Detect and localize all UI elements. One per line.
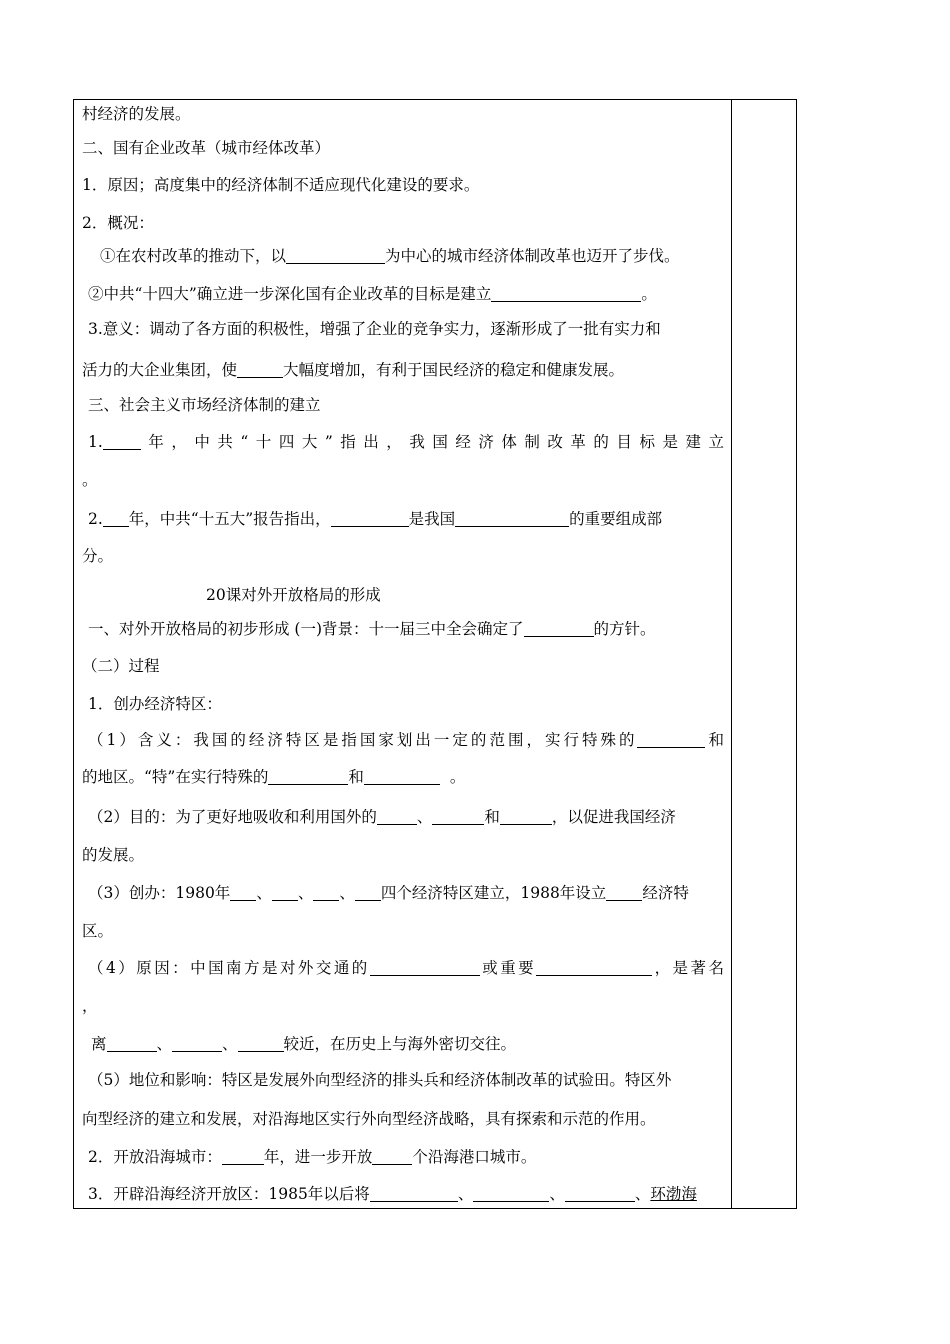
- line-purpose: （2）目的：为了更好地吸收和利用国外的 、 和 ，以促进我国经济: [88, 808, 676, 826]
- fill-blank[interactable]: [272, 884, 298, 901]
- line-cause-cont: 离 、 、 较近，在历史上与海外密切交往。: [91, 1035, 517, 1053]
- fill-blank[interactable]: [500, 808, 552, 825]
- line-overview: 2．概况：: [82, 214, 154, 232]
- line-market-1: 1. 年，中共“十四大”指出，我国经济体制改革的目标是建立: [88, 433, 724, 451]
- fill-blank[interactable]: [238, 1035, 284, 1052]
- fill-blank[interactable]: [355, 884, 381, 901]
- line-coastal-cities: 2．开放沿海城市： 年，进一步开放 个沿海港口城市。: [88, 1148, 537, 1166]
- line-market-1-end: 。: [82, 471, 98, 489]
- fill-blank[interactable]: [313, 884, 339, 901]
- line-process: （二）过程: [82, 657, 160, 675]
- line-meaning-cont: 的地区。“特”在实行特殊的 和 。: [82, 768, 466, 786]
- fill-blank[interactable]: [565, 1185, 635, 1202]
- fill-blank[interactable]: [377, 808, 417, 825]
- fill-blank[interactable]: [364, 768, 440, 785]
- line-founding: （3）创办：1980年 、 、 、 四个经济特区建立，1988年设立 经济特: [88, 884, 689, 902]
- line-overview-1: ①在农村改革的推动下，以 为中心的城市经济体制改革也迈开了步伐。: [100, 247, 680, 265]
- fill-blank[interactable]: [637, 731, 705, 748]
- fill-blank[interactable]: [103, 510, 129, 527]
- section-heading-market-economy: 三、社会主义市场经济体制的建立: [88, 396, 321, 414]
- line-coastal-zones: 3．开辟沿海经济开放区：1985年以后将 、 、 、环渤海: [88, 1185, 697, 1203]
- line-cause-comma: ，: [82, 997, 98, 1015]
- fill-blank[interactable]: [491, 285, 641, 302]
- fill-blank[interactable]: [536, 959, 652, 976]
- line-significance: 3.意义：调动了各方面的积极性，增强了企业的竞争实力，逐渐形成了一批有实力和: [88, 320, 661, 338]
- fill-blank[interactable]: [606, 884, 642, 901]
- line-status-impact-cont: 向型经济的建立和发展，对沿海地区实行外向型经济战略，具有探索和示范的作用。: [82, 1110, 656, 1128]
- line-opening-background: 一、对外开放格局的初步形成 (一)背景：十一届三中全会确定了 的方针。: [88, 620, 656, 638]
- line-meaning: （1）含义：我国的经济特区是指国家划出一定的范围，实行特殊的 和: [88, 731, 724, 749]
- fill-blank[interactable]: [286, 247, 385, 264]
- fill-blank[interactable]: [524, 620, 594, 637]
- fill-blank[interactable]: [432, 808, 484, 825]
- fill-blank[interactable]: [370, 959, 480, 976]
- fill-blank[interactable]: [222, 1148, 264, 1165]
- fill-blank[interactable]: [103, 433, 141, 450]
- fill-blank[interactable]: [237, 361, 283, 378]
- fill-blank[interactable]: [331, 510, 409, 527]
- fill-blank[interactable]: [268, 768, 348, 785]
- section-heading-state-enterprise-reform: 二、国有企业改革（城市经体改革）: [82, 139, 331, 157]
- line-1: 村经济的发展。: [82, 105, 191, 123]
- line-reason: 1．原因；高度集中的经济体制不适应现代化建设的要求。: [82, 176, 480, 194]
- fill-blank[interactable]: [107, 1035, 157, 1052]
- line-overview-2: ②中共“十四大”确立进一步深化国有企业改革的目标是建立 。: [88, 285, 657, 303]
- fill-blank[interactable]: [473, 1185, 549, 1202]
- line-market-2: 2. 年，中共“十五大”报告指出， 是我国 的重要组成部: [88, 510, 663, 528]
- line-create-zones: 1．创办经济特区：: [88, 695, 222, 713]
- line-purpose-end: 的发展。: [82, 846, 145, 864]
- line-cause: （4）原因：中国南方是对外交通的 或重要 ，是著名: [88, 959, 724, 977]
- line-significance-cont: 活力的大企业集团，使 大幅度增加，有利于国民经济的稳定和健康发展。: [82, 361, 625, 379]
- line-founding-end: 区。: [82, 922, 114, 940]
- fill-blank[interactable]: [172, 1035, 222, 1052]
- line-status-impact: （5）地位和影响：特区是发展外向型经济的排头兵和经济体制改革的试验田。特区外: [88, 1071, 672, 1089]
- lesson-title: 20课对外开放格局的形成: [206, 586, 381, 604]
- fill-blank[interactable]: [370, 1185, 458, 1202]
- fill-blank[interactable]: [455, 510, 569, 527]
- line-market-2-end: 分。: [82, 547, 114, 565]
- fill-blank[interactable]: [230, 884, 256, 901]
- fill-blank[interactable]: [372, 1148, 412, 1165]
